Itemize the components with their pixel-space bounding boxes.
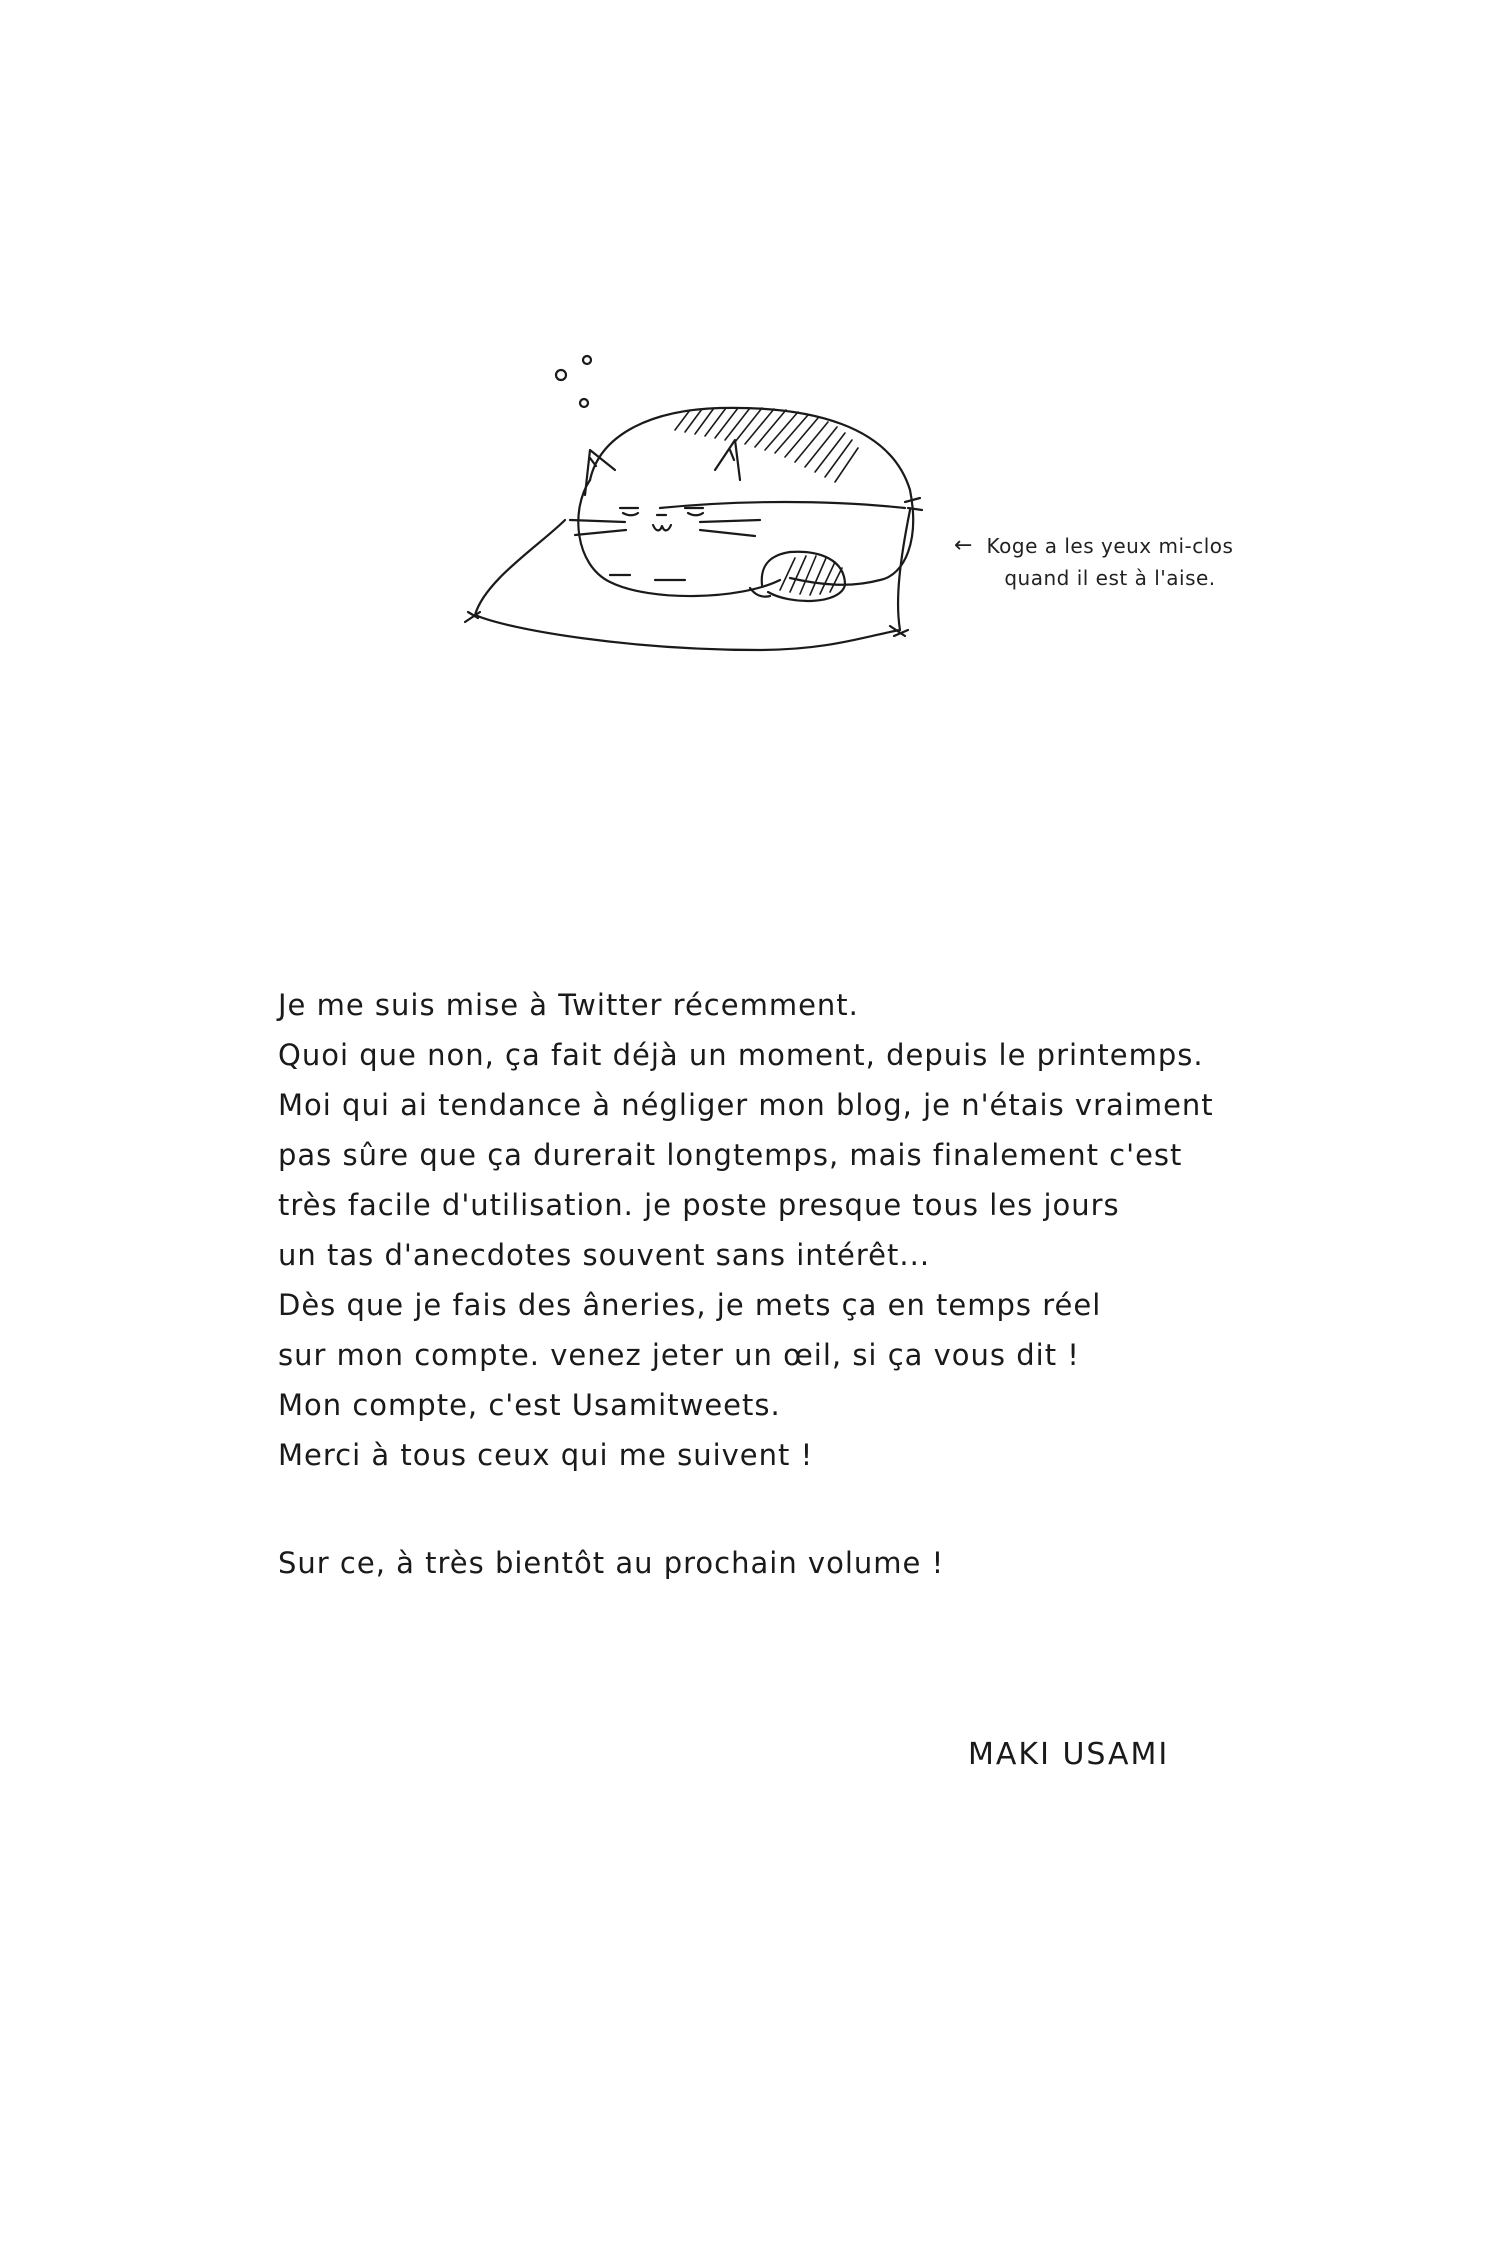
sleep-bubble-icon	[580, 399, 588, 407]
message-line: Merci à tous ceux qui me suivent !	[278, 1438, 814, 1472]
sleep-bubble-icon	[583, 356, 591, 364]
message-line: très facile d'utilisation. je poste presque tous les jours	[278, 1188, 1120, 1222]
sleep-bubble-icon	[556, 370, 566, 380]
sleeping-cat-icon	[450, 330, 970, 690]
closing-line: Sur ce, à très bientôt au prochain volume !	[278, 1546, 945, 1580]
arrow-left-icon: ←	[954, 533, 973, 558]
message-line: Je me suis mise à Twitter récemment.	[278, 988, 859, 1022]
caption-line-2: quand il est à l'aise.	[1004, 566, 1216, 590]
illustration-caption	[954, 530, 1260, 594]
caption-line-1: Koge a les yeux mi-clos	[986, 534, 1234, 558]
message-line: Mon compte, c'est Usamitweets.	[278, 1388, 781, 1422]
message-line: Dès que je fais des âneries, je mets ça en temps réel	[278, 1288, 1102, 1322]
message-line: un tas d'anecdotes souvent sans intérêt...	[278, 1238, 931, 1272]
message-line: sur mon compte. venez jeter un œil, si ça vous dit !	[278, 1338, 1080, 1372]
message-line: Quoi que non, ça fait déjà un moment, depuis le printemps.	[278, 1038, 1204, 1072]
message-line: pas sûre que ça durerait longtemps, mais finalement c'est	[278, 1138, 1183, 1172]
cat-body-icon	[590, 408, 913, 585]
author-signature: MAKI USAMI	[968, 1737, 1170, 1772]
afterword-message	[278, 980, 1278, 1480]
message-line: Moi qui ai tendance à négliger mon blog, je n'étais vraiment	[278, 1088, 1214, 1122]
